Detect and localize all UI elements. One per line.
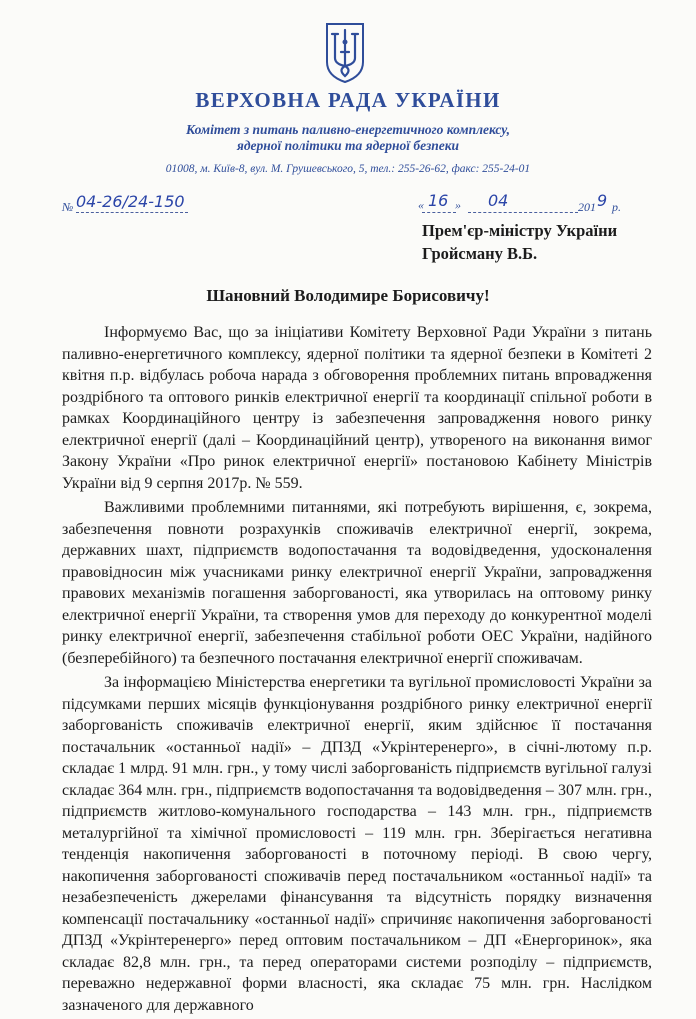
number-underline — [76, 212, 188, 213]
committee-line-1: Комітет з питань паливно-енергетичного комплексу, — [186, 122, 510, 137]
date-month-underline — [468, 212, 578, 213]
registration-number: 04-26/24-150 — [76, 192, 185, 211]
committee-line-2: ядерної політики та ядерної безпеки — [236, 138, 460, 153]
paragraph: Важливими проблемними питаннями, які потребують вирішення, є, зокрема, забезпечення повноти розрахунків споживачів електричної енергії, зокрема, державних шахт, підприємств водопостачання та водовідведення, удосконалення правовідносин між учасниками ринку електричної енергії України, запровадження правових механізмів погашення заборгованості, яка утворилась на оптовому ринку електричної енергії України, та створення умов для переходу до конкурентної моделі ринку електричної енергії, забезпечення стабільної роботи ОЕС України, надійного (безперебійного) та безпечного постачання електричної енергії споживачам. — [62, 499, 652, 667]
salutation: Шановний Володимире Борисовичу! — [206, 286, 490, 305]
recipient-block — [422, 219, 617, 265]
recipient-name: Гройсману В.Б. — [422, 244, 538, 263]
number-prefix: № — [62, 200, 74, 214]
address-line: 01008, м. Київ-8, вул. М. Грушевського, 5, тел.: 255-26-62, факс: 255-24-01 — [165, 163, 531, 175]
date-close-quote: » — [455, 198, 461, 212]
date-day-underline — [422, 212, 456, 213]
date-suffix: р. — [612, 200, 621, 214]
recipient-position: Прем'єр-міністру України — [422, 221, 618, 240]
date-month: 04 — [488, 191, 509, 210]
organization-title: ВЕРХОВНА РАДА УКРАЇНИ — [195, 88, 501, 112]
date-day: 16 — [428, 191, 449, 210]
date-open-quote: « — [418, 198, 424, 212]
date-year-prefix: 201 — [578, 200, 596, 214]
committee-name — [0, 122, 696, 154]
letter-body — [62, 322, 652, 1019]
date-year-digit: 9 — [597, 191, 608, 210]
trident-emblem-icon — [324, 22, 366, 84]
paragraph: Інформуємо Вас, що за ініціативи Комітету Верховної Ради України з питань паливно-енергетичного комплексу, ядерної політики та ядерної безпеки в Комітеті 2 квітня п.р. відбулась робоча нарада з обговорення проблемних питань впровадження роздрібного та оптового ринків електричної енергії та координації спільної роботи в рамках Координаційного центру із забезпечення запровадження нового ринку електричної енергії (далі – Координаційний центр), утвореного на виконання вимог Закону України «Про ринок електричної енергії» постановою Кабінету Міністрів України від 9 серпня 2017р. № 559. — [62, 324, 652, 492]
paragraph: За інформацією Міністерства енергетики та вугільної промисловості України за підсумками перших місяців функціонування роздрібного ринку електричної енергії заборгованість споживачів електричної енергії, яким здійснює її постачання постачальник «останньої надії» – ДПЗД «Укрінтеренерго», в січні-лютому п.р. складає 1 млрд. 91 млн. грн., у тому числі заборгованість підприємств вугільної галузі складає 364 млн. грн., підприємств водопостачання та водовідведення – 307 млн. грн., підприємств житлово-комунального господарства – 143 млн. грн., підприємств металургійної та хімічної промисловості – 119 млн. грн. Зберігається негативна тенденція накопичення заборгованості в поточному періоді. В свою чергу, накопичення заборгованості споживачів перед постачальником «останньої надії» та незабезпеченість джерелами фінансування та відсутність порядку визначення компенсації постачальнику «останньої надії» спричиняє накопичення заборгованості ДПЗД «Укрінтеренерго» перед оптовим постачальником – ДП «Енергоринок», яка складає 82,8 млн. грн., та перед операторами системи розподілу – підприємств, переважно недержавної форми власності, яка складає 75 млн. грн. Наслідком зазначеного для державного — [62, 674, 652, 1014]
